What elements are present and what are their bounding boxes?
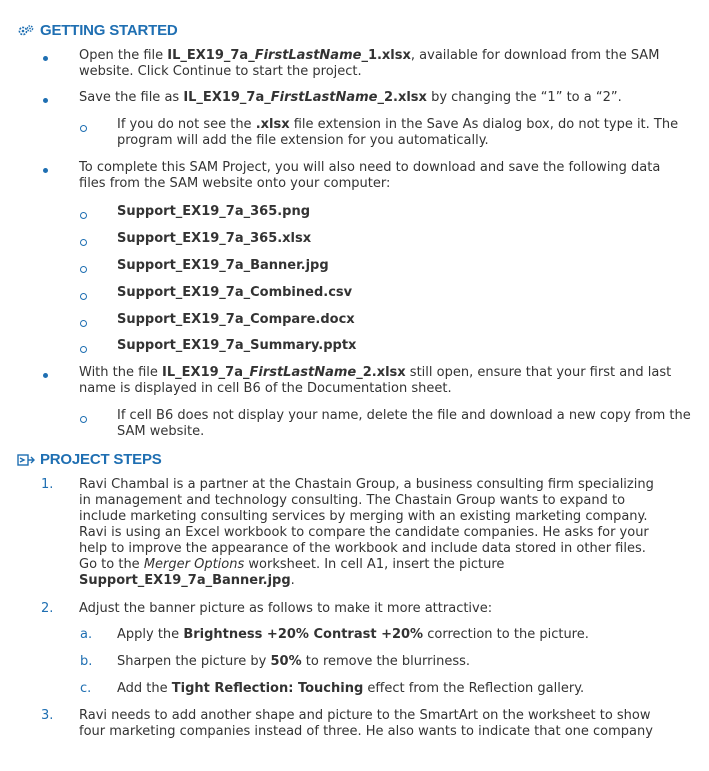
step-text: Ravi needs to add another shape and picture to the SmartArt on the worksheet to show four marketing companies instead of three. He also wants to indicate that one company — [79, 708, 653, 739]
sub-bullet-icon — [80, 123, 88, 131]
project-steps-heading — [0, 451, 162, 469]
data-file-name: Support_EX19_7a_Compare.docx — [117, 312, 355, 327]
sub-step-text: Sharpen the picture by 50% to remove the blurriness. — [117, 654, 471, 669]
data-file-name: Support_EX19_7a_Summary.pptx — [117, 338, 357, 353]
sub-bullet-icon — [80, 414, 88, 422]
section-title: PROJECT STEPS — [40, 451, 162, 468]
sub-step-letter: b. — [80, 654, 93, 669]
steps-arrow-icon — [12, 451, 40, 469]
list-item: Save the file as IL_EX19_7a_FirstLastName_2.xlsx by changing the “1” to a “2”. — [79, 90, 622, 105]
step-number: 2. — [41, 601, 54, 616]
sub-bullet-icon — [80, 291, 88, 299]
sub-step-text: Apply the Brightness +20% Contrast +20% correction to the picture. — [117, 627, 589, 642]
sub-step-letter: c. — [80, 681, 92, 696]
step-number: 1. — [41, 477, 54, 492]
bullet-icon — [42, 371, 50, 379]
data-file-name: Support_EX19_7a_365.xlsx — [117, 231, 312, 246]
bullet-icon — [42, 96, 50, 104]
gear-cog-icon — [12, 22, 40, 40]
sub-bullet-icon — [80, 210, 88, 218]
step-number: 3. — [41, 708, 54, 723]
section-title: GETTING STARTED — [40, 22, 178, 39]
list-item: With the file IL_EX19_7a_FirstLastName_2.xlsx still open, ensure that your first and last name is displayed in cell B6 of the Documentation sheet. — [79, 365, 672, 396]
list-item: Open the file IL_EX19_7a_FirstLastName_1.xlsx, available for download from the SAM website. Click Continue to start the project. — [79, 48, 660, 79]
getting-started-heading — [0, 22, 178, 40]
data-file-name: Support_EX19_7a_Banner.jpg — [117, 258, 329, 273]
list-item: If cell B6 does not display your name, delete the file and download a new copy from the SAM website. — [117, 408, 691, 439]
list-item: If you do not see the .xlsx file extension in the Save As dialog box, do not type it. The program will add the file extension for you automatically. — [117, 117, 679, 148]
sub-bullet-icon — [80, 264, 88, 272]
sub-bullet-icon — [80, 344, 88, 352]
sub-step-letter: a. — [80, 627, 93, 642]
bullet-icon — [42, 166, 50, 174]
step-text: Ravi Chambal is a partner at the Chastain Group, a business consulting firm specializing in management and technology consulting. The Chastain Group wants to expand to include marketing consulting services by merging with an existing marketing company. Ravi is using an Excel workbook to compare the candidate companies. He asks for your help to improve the appearance of the workbook and include data stored in other files. Go to the Merger Options worksheet. In cell A1, insert the picture Support_EX19_7a_Banner.jpg. — [79, 477, 654, 588]
sub-bullet-icon — [80, 318, 88, 326]
step-text: Adjust the banner picture as follows to make it more attractive: — [79, 601, 493, 616]
sub-bullet-icon — [80, 237, 88, 245]
bullet-icon — [42, 54, 50, 62]
data-file-name: Support_EX19_7a_Combined.csv — [117, 285, 353, 300]
list-item: To complete this SAM Project, you will also need to download and save the following data files from the SAM website onto your computer: — [79, 160, 661, 191]
data-file-name: Support_EX19_7a_365.png — [117, 204, 311, 219]
sub-step-text: Add the Tight Reflection: Touching effect from the Reflection gallery. — [117, 681, 585, 696]
